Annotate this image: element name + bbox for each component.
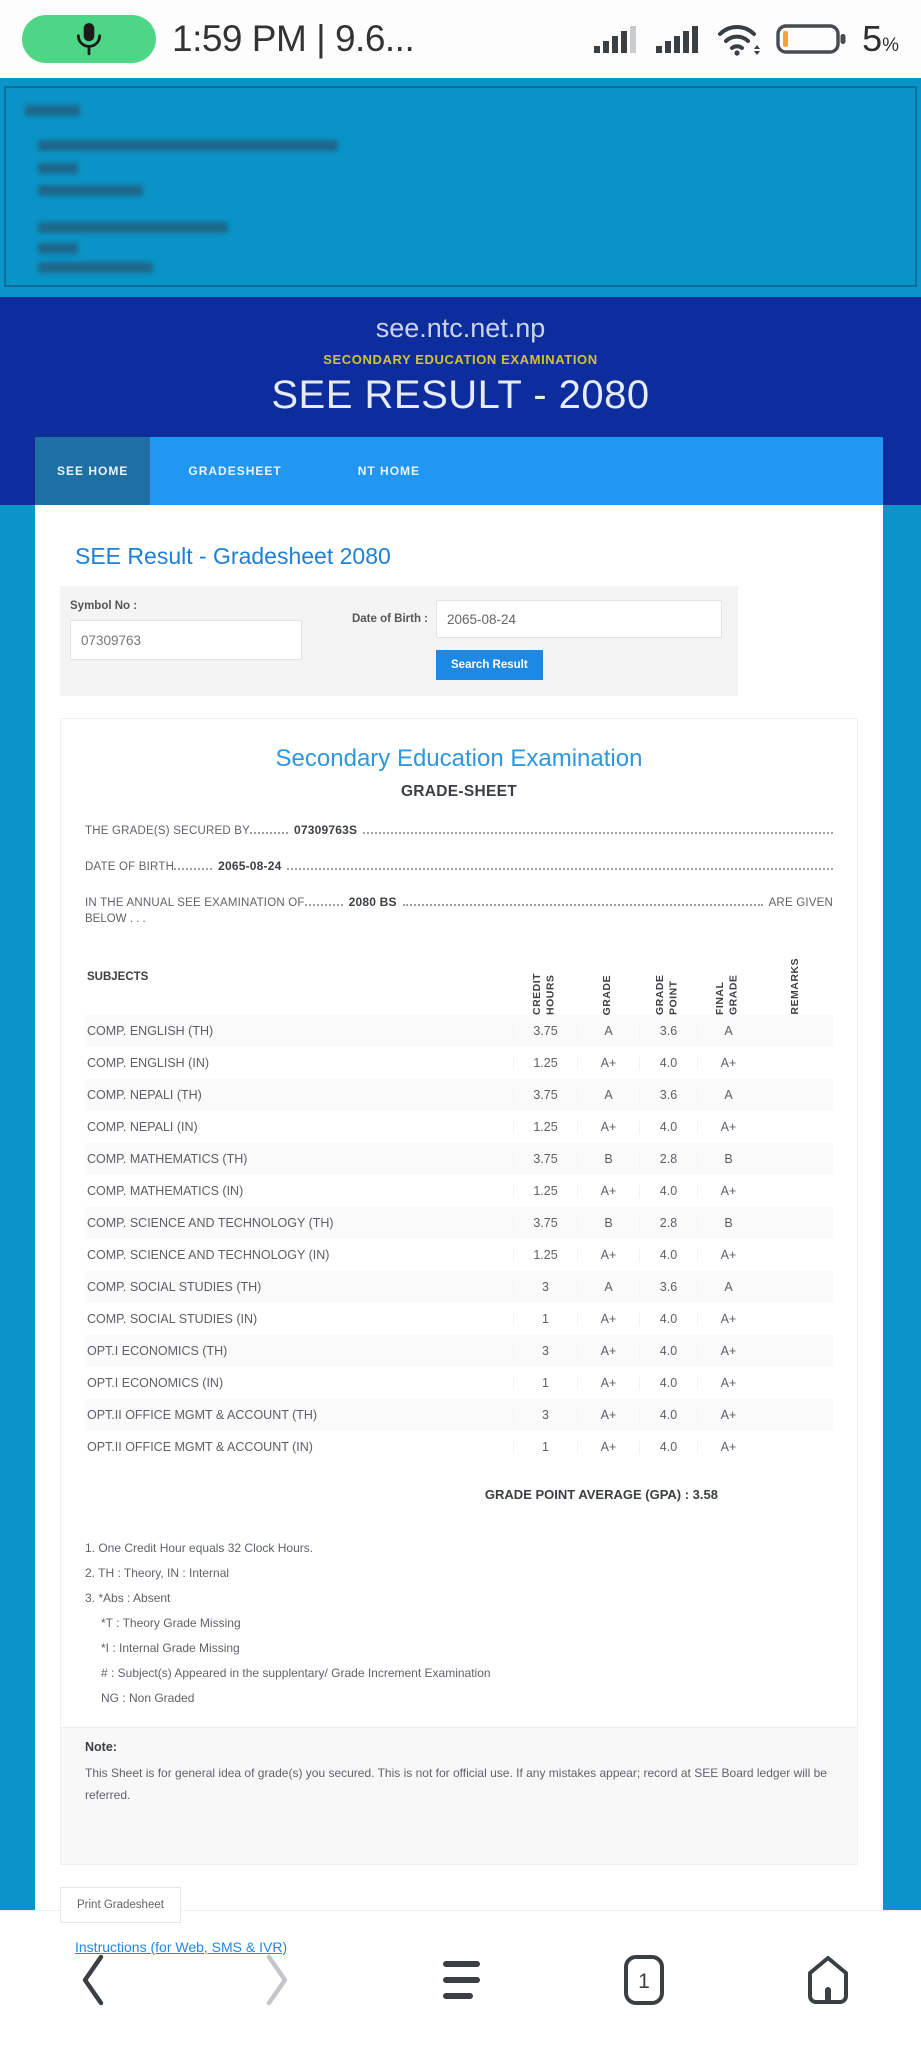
footnote-line: 2. TH : Theory, IN : Internal: [85, 1566, 230, 1580]
table-row: [85, 1271, 833, 1303]
forward-chevron-icon: [262, 1953, 292, 2007]
header-grade-point: GRADE POINT: [654, 974, 680, 1015]
back-chevron-icon: [78, 1953, 108, 2007]
tab-count: 1: [638, 1969, 651, 1993]
table-cell: 1.25: [513, 1248, 577, 1262]
table-cell: COMP. MATHEMATICS (IN): [87, 1184, 244, 1198]
table-cell: A+: [697, 1376, 759, 1390]
header-remarks: REMARKS: [789, 958, 802, 1015]
table-cell: 1: [513, 1312, 577, 1326]
table-cell: A: [577, 1280, 639, 1294]
table-row: [85, 1143, 833, 1175]
table-cell: OPT.II OFFICE MGMT & ACCOUNT (TH): [87, 1408, 318, 1422]
note-box: [61, 1727, 857, 1864]
browser-tabs-button[interactable]: [609, 1940, 679, 2020]
table-cell: COMP. SCIENCE AND TECHNOLOGY (TH): [87, 1216, 334, 1230]
site-navbar: [35, 437, 883, 505]
table-cell: 3.75: [513, 1024, 577, 1038]
page-title: SEE Result - Gradesheet 2080: [75, 543, 391, 569]
dob-input[interactable]: [436, 600, 722, 638]
site-banner: [0, 297, 921, 437]
table-cell: A+: [697, 1120, 759, 1134]
banner-title: SEE RESULT - 2080: [271, 373, 650, 417]
table-cell: COMP. ENGLISH (IN): [87, 1056, 210, 1070]
home-icon: [804, 1954, 852, 2006]
table-cell: 3.6: [639, 1280, 697, 1294]
header-credit-hours: CREDIT HOURS: [531, 972, 557, 1015]
table-cell: OPT.II OFFICE MGMT & ACCOUNT (IN): [87, 1440, 313, 1454]
symbol-no-label: Symbol No :: [70, 600, 138, 612]
table-cell: 3: [513, 1408, 577, 1422]
table-cell: A+: [577, 1312, 639, 1326]
table-row: [85, 1399, 833, 1431]
grade-table-header: [85, 939, 833, 1015]
table-cell: OPT.I ECONOMICS (IN): [87, 1376, 224, 1390]
table-cell: 4.0: [639, 1120, 697, 1134]
table-cell: A: [577, 1024, 639, 1038]
table-cell: 1.25: [513, 1184, 577, 1198]
table-cell: A+: [697, 1184, 759, 1198]
table-cell: COMP. ENGLISH (TH): [87, 1024, 214, 1038]
header-grade: GRADE: [601, 974, 614, 1015]
table-cell: COMP. SOCIAL STUDIES (TH): [87, 1280, 262, 1294]
note-text: This Sheet is for general idea of grade(s) you secured. This is not for official use. If any mistakes appear; record at SEE Board ledger will be referred.: [85, 1766, 827, 1802]
table-cell: B: [697, 1216, 759, 1230]
table-cell: A+: [577, 1440, 639, 1454]
table-cell: 4.0: [639, 1408, 697, 1422]
table-cell: 3.6: [639, 1024, 697, 1038]
dob-line: DATE OF BIRTH 2065-08-24: [85, 859, 833, 873]
dob-label: Date of Birth :: [351, 613, 428, 625]
symbol-no-value: 07309763S: [293, 823, 358, 837]
blurred-text-line: [38, 262, 153, 273]
table-cell: 4.0: [639, 1248, 697, 1262]
table-cell: A+: [697, 1312, 759, 1326]
table-cell: B: [577, 1152, 639, 1166]
blurred-text-line: [25, 105, 80, 116]
battery-icon: [776, 22, 850, 56]
nav-tab-see-home[interactable]: SEE HOME: [35, 437, 150, 505]
instructions-link[interactable]: Instructions (for Web, SMS & IVR): [75, 1939, 288, 1955]
site-header-blurred-section: [0, 78, 921, 297]
table-row: [85, 1303, 833, 1335]
table-cell: A+: [577, 1344, 639, 1358]
table-row: [85, 1239, 833, 1271]
table-cell: 1.25: [513, 1120, 577, 1134]
table-cell: B: [577, 1216, 639, 1230]
table-cell: COMP. NEPALI (TH): [87, 1088, 202, 1102]
browser-menu-button[interactable]: [426, 1940, 496, 2020]
footnote-line: NG : Non Graded: [101, 1691, 195, 1705]
table-cell: B: [697, 1152, 759, 1166]
table-cell: 4.0: [639, 1312, 697, 1326]
footnotes: [85, 1536, 833, 1711]
content-column: [35, 505, 883, 1955]
table-cell: 3: [513, 1344, 577, 1358]
footnote-line: 3. *Abs : Absent: [85, 1591, 171, 1605]
table-cell: A+: [697, 1056, 759, 1070]
site-domain: see.ntc.net.np: [375, 313, 546, 343]
table-cell: A: [577, 1088, 639, 1102]
tabs-icon: [622, 1953, 666, 2007]
status-icons: [592, 18, 899, 60]
table-cell: A+: [697, 1408, 759, 1422]
table-cell: A+: [697, 1344, 759, 1358]
table-cell: 3: [513, 1280, 577, 1294]
wifi-icon: [716, 23, 764, 55]
blurred-text-line: [38, 243, 78, 254]
gradesheet-card: [60, 718, 858, 1865]
page-body: [0, 505, 921, 1955]
table-row: [85, 1175, 833, 1207]
status-bar: [0, 0, 921, 78]
table-cell: COMP. MATHEMATICS (TH): [87, 1152, 248, 1166]
table-cell: 3.75: [513, 1088, 577, 1102]
microphone-icon: [74, 22, 104, 56]
table-cell: A+: [577, 1408, 639, 1422]
footnote-line: 1. One Credit Hour equals 32 Clock Hours.: [85, 1541, 314, 1555]
grade-table: [85, 939, 833, 1463]
exam-year-line: IN THE ANNUAL SEE EXAMINATION OF 2080 BS ARE GIVEN: [85, 895, 833, 909]
table-cell: A+: [577, 1056, 639, 1070]
exam-year-value: 2080 BS: [348, 895, 397, 909]
table-cell: 1.25: [513, 1056, 577, 1070]
table-cell: OPT.I ECONOMICS (TH): [87, 1344, 228, 1358]
footnote-line: *T : Theory Grade Missing: [101, 1616, 241, 1630]
table-cell: 4.0: [639, 1056, 697, 1070]
browser-home-button[interactable]: [793, 1940, 863, 2020]
note-title: Note:: [85, 1740, 117, 1754]
banner-subtitle: SECONDARY EDUCATION EXAMINATION: [323, 352, 598, 367]
table-cell: A: [697, 1024, 759, 1038]
gpa-line: GRADE POINT AVERAGE (GPA) : 3.58: [484, 1487, 718, 1502]
table-row: [85, 1111, 833, 1143]
table-cell: 1: [513, 1376, 577, 1390]
table-row: [85, 1047, 833, 1079]
table-cell: A+: [577, 1376, 639, 1390]
table-cell: A+: [577, 1184, 639, 1198]
table-cell: 4.0: [639, 1440, 697, 1454]
blurred-text-line: [38, 163, 78, 174]
table-row: [85, 1079, 833, 1111]
blurred-text-line: [38, 185, 143, 196]
dob-field-group: [346, 600, 722, 680]
table-cell: A+: [577, 1120, 639, 1134]
browser-bottom-bar: [0, 1910, 921, 2048]
nav-tab-gradesheet[interactable]: GRADESHEET: [188, 464, 282, 478]
signal-icon-sim2: [654, 24, 704, 54]
browser-forward-button[interactable]: [242, 1940, 312, 2020]
secured-by-line: THE GRADE(S) SECURED BY 07309763S: [85, 823, 833, 837]
table-cell: 3.75: [513, 1216, 577, 1230]
table-cell: A: [697, 1088, 759, 1102]
header-final-grade: FINAL GRADE: [714, 974, 740, 1015]
footnote-line: # : Subject(s) Appeared in the supplentary/ Grade Increment Examination: [101, 1666, 491, 1680]
table-cell: 3.75: [513, 1152, 577, 1166]
gradesheet-doc-title: GRADE-SHEET: [400, 783, 518, 800]
blurred-text-line: [38, 140, 338, 151]
symbol-no-input[interactable]: [70, 620, 302, 660]
search-result-button[interactable]: Search Result: [436, 650, 543, 680]
table-row: [85, 1367, 833, 1399]
nav-tab-nt-home[interactable]: NT HOME: [357, 464, 421, 478]
table-cell: 3.6: [639, 1088, 697, 1102]
table-cell: 4.0: [639, 1376, 697, 1390]
table-cell: COMP. NEPALI (IN): [87, 1120, 198, 1134]
dob-value: 2065-08-24: [218, 859, 282, 873]
microphone-indicator-pill[interactable]: [22, 15, 156, 63]
table-cell: COMP. SOCIAL STUDIES (IN): [87, 1312, 258, 1326]
footnote-line: *I : Internal Grade Missing: [101, 1641, 240, 1655]
search-form: [60, 586, 738, 696]
print-gradesheet-button[interactable]: Print Gradesheet: [60, 1887, 181, 1923]
table-cell: A+: [697, 1440, 759, 1454]
table-cell: 2.8: [639, 1216, 697, 1230]
table-cell: 2.8: [639, 1152, 697, 1166]
signal-icon-sim1: [592, 24, 642, 54]
nav-row: [0, 437, 921, 505]
table-row: [85, 1431, 833, 1463]
table-cell: COMP. SCIENCE AND TECHNOLOGY (IN): [87, 1248, 330, 1262]
table-cell: 4.0: [639, 1344, 697, 1358]
browser-back-button[interactable]: [58, 1940, 128, 2020]
table-row: [85, 1015, 833, 1047]
table-cell: A: [697, 1280, 759, 1294]
table-cell: A+: [697, 1248, 759, 1262]
gradesheet-org-title: Secondary Education Examination: [275, 745, 643, 772]
grade-table-body: [85, 1015, 833, 1463]
header-subjects: SUBJECTS: [87, 971, 149, 983]
blurred-text-line: [38, 222, 228, 233]
table-row: [85, 1335, 833, 1367]
below-line: BELOW . . .: [85, 913, 146, 925]
table-cell: 1: [513, 1440, 577, 1454]
table-row: [85, 1207, 833, 1239]
table-cell: 4.0: [639, 1184, 697, 1198]
table-cell: A+: [577, 1248, 639, 1262]
status-time: 1:59 PM | 9.6...: [172, 18, 415, 59]
battery-percent: 5%: [862, 18, 899, 59]
menu-icon: [439, 1956, 483, 2004]
symbol-field-group: [70, 600, 346, 680]
